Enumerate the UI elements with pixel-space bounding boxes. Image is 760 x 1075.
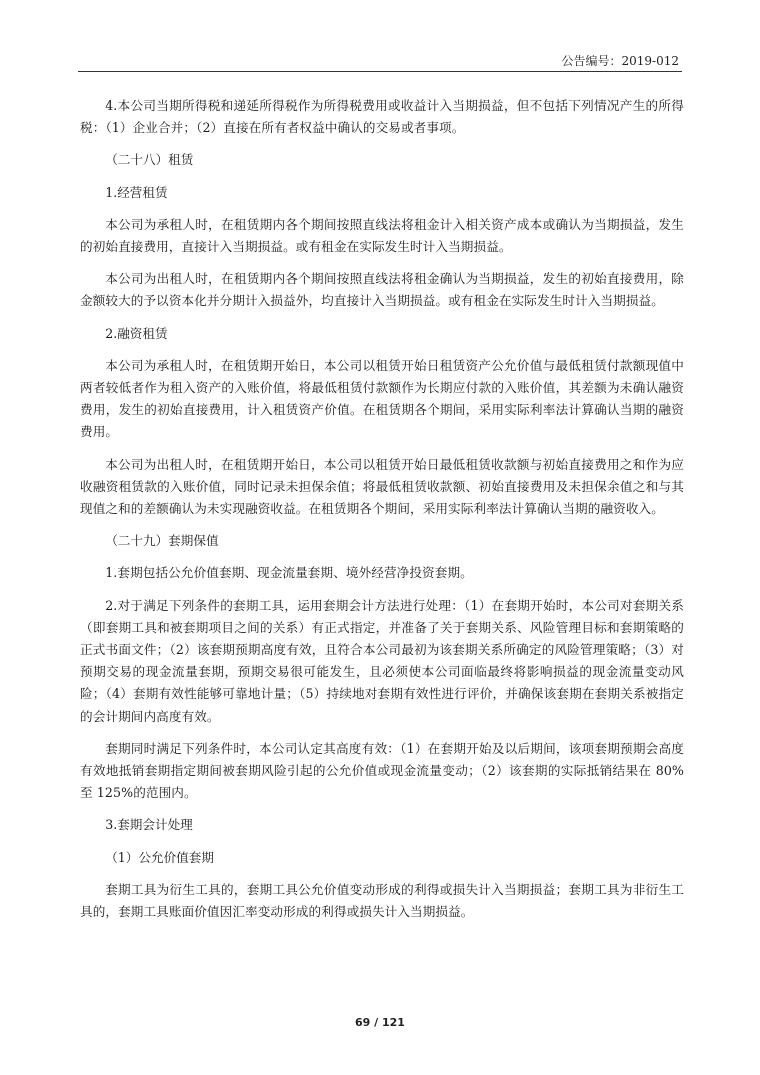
paragraph-lessor-finance: 本公司为出租人时，在租赁期开始日，本公司以租赁开始日最低租赁收款额与初始直接费用之和作为应收融资租赁款的入账价值，同时记录未担保余值；将最低租赁收款额、初始直接费用及未担保余值之和与其现值之和的差额确认为未实现融资收益。在租赁期各个期间，采用实际利率法计算确认当期的融资收入。: [80, 456, 684, 517]
document-body: [80, 95, 684, 933]
subheading-fair-value-hedge: （1）公允价值套期: [105, 849, 214, 865]
paragraph-lessor-operating: 本公司为出租人时，在租赁期内各个期间按照直线法将租金确认为当期损益，发生的初始直接费用，除金额较大的予以资本化并分期计入损益外，均直接计入当期损益。或有租金在实际发生时计入当期损益。: [80, 271, 684, 309]
header-divider: [78, 71, 682, 72]
section-heading-hedging: （二十九）套期保值: [105, 533, 219, 549]
subheading-operating-lease: 1.经营租赁: [105, 184, 168, 200]
announcement-number: 公告编号：2019-012: [561, 54, 679, 68]
paragraph-fair-value-hedge: 套期工具为衍生工具的，套期工具公允价值变动形成的利得或损失计入当期损益；套期工具为非衍生工具的，套期工具账面价值因汇率变动形成的利得或损失计入当期损益。: [80, 881, 684, 920]
page-number: 69 / 121: [355, 1016, 405, 1029]
subheading-hedge-accounting: 3.套期会计处理: [105, 817, 193, 833]
paragraph-hedge-conditions: 2.对于满足下列条件的套期工具，运用套期会计方法进行处理：（1）在套期开始时，本公司对套期关系（即套期工具和被套期项目之间的关系）有正式指定，并准备了关于套期关系、风险管理目标和套期策略的正式书面文件；（2）该套期预期高度有效，且符合本公司最初为该套期关系所确定的风险管理策略；（3）对预期交易的现金流量套期，预期交易很可能发生，且必须使本公司面临最终将影响损益的现金流量变动风险；（4）套期有效性能够可靠地计量；（5）持续地对套期有效性进行评价，并确保该套期在套期关系被指定的会计期间内高度有效。: [80, 597, 684, 724]
paragraph-hedge-effectiveness: 套期同时满足下列条件时，本公司认定其高度有效：（1）在套期开始及以后期间，该项套期预期会高度有效地抵销套期指定期间被套期风险引起的公允价值或现金流量变动；（2）该套期的实际抵销结果在 80%至 125%的范围内。: [80, 740, 684, 801]
paragraph-lessee-operating: 本公司为承租人时，在租赁期内各个期间按照直线法将租金计入相关资产成本或确认为当期损益，发生的初始直接费用，直接计入当期损益。或有租金在实际发生时计入当期损益。: [80, 216, 684, 255]
section-heading-lease: （二十八）租赁: [105, 152, 194, 168]
subheading-finance-lease: 2.融资租赁: [105, 325, 168, 341]
paragraph-lessee-finance: 本公司为承租人时，在租赁期开始日，本公司以租赁开始日租赁资产公允价值与最低租赁付款额现值中两者较低者作为租入资产的入账价值，将最低租赁付款额作为长期应付款的入账价值，其差额为未确认融资费用，发生的初始直接费用，计入租赁资产价值。在租赁期各个期间，采用实际利率法计算确认当期的融资费用。: [80, 357, 684, 440]
paragraph-hedge-types: 1.套期包括公允价值套期、现金流量套期、境外经营净投资套期。: [105, 565, 473, 581]
paragraph-income-tax: 4.本公司当期所得税和递延所得税作为所得税费用或收益计入当期损益，但不包括下列情况产生的所得税：（1）企业合并；（2）直接在所有者权益中确认的交易或者事项。: [80, 98, 684, 136]
